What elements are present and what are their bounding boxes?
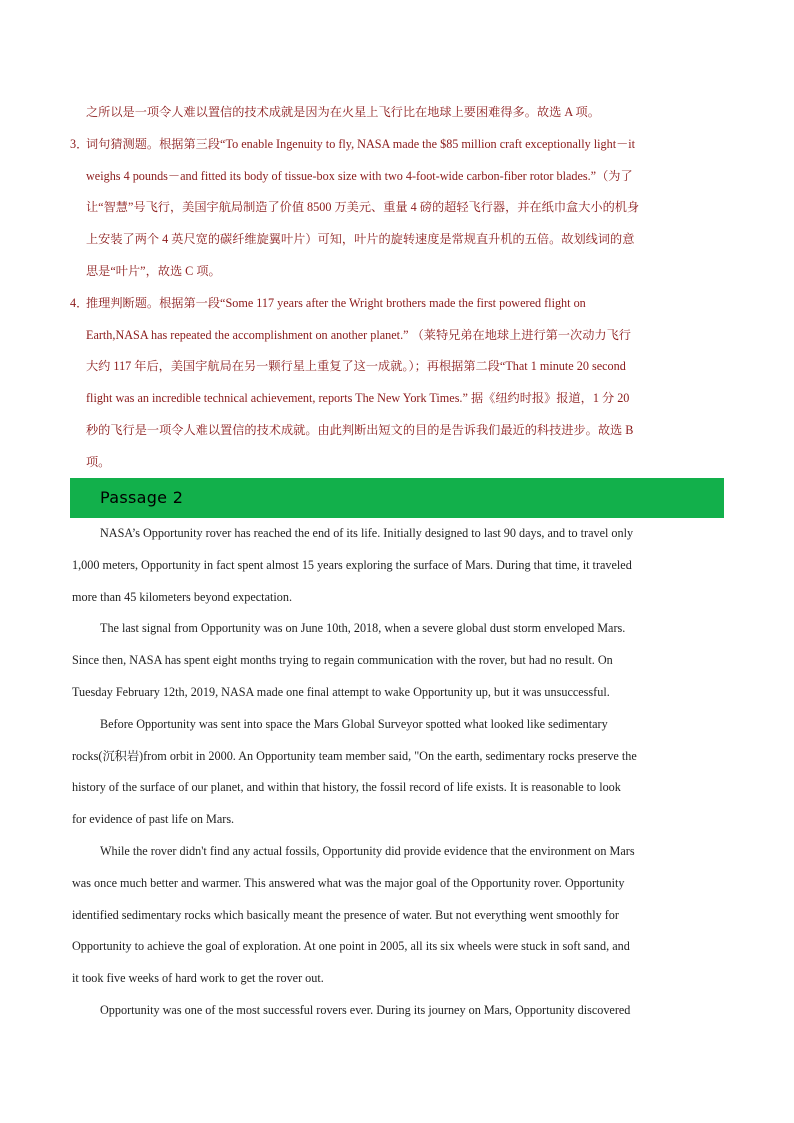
passage-line: NASA’s Opportunity rover has reached the end of its life. Initially designed to last 90 days, and to travel only — [100, 526, 634, 540]
passage-line: Since then, NASA has spent eight months trying to regain communication with the rover, but had no result. On — [72, 653, 613, 668]
passage-line: history of the surface of our planet, and within that history, the fossil record of life exists. It is reasonable to look — [72, 780, 621, 795]
answer-line: 项。 — [86, 454, 111, 469]
answer-line: weighs 4 pounds－and fitted its body of tissue-box size with two 4-foot-wide carbon-fiber rotor blades.”（为了 — [86, 168, 633, 183]
answer-line: 上安装了两个 4 英尺宽的碳纤维旋翼叶片）可知，叶片的旋转速度是常规直升机的五倍。故划线词的意 — [86, 232, 635, 247]
passage-body — [72, 518, 724, 1027]
passage-line: Opportunity was one of the most successful rovers ever. During its journey on Mars, Opportunity discovered — [100, 1002, 631, 1017]
passage-line: 1,000 meters, Opportunity in fact spent almost 15 years exploring the surface of Mars. During that time, it traveled — [72, 557, 632, 572]
answer-line: Earth,NASA has repeated the accomplishment on another planet.” （莱特兄弟在地球上进行第一次动力飞行 — [86, 327, 631, 342]
answer-line: flight was an incredible technical achievement, reports The New York Times.” 据《纽约时报》报道，1 分 20 — [86, 391, 630, 406]
answer-text: 推理判断题。根据第一段“Some 117 years after the Wright brothers made the first powered flight on — [86, 295, 586, 310]
passage-line: more than 45 kilometers beyond expectation. — [72, 589, 292, 604]
passage-line: The last signal from Opportunity was on June 10th, 2018, when a severe global dust storm enveloped Mars. — [100, 621, 626, 636]
answer-line: 大约 117 年后，美国宇航局在另一颗行星上重复了这一成就。）；再根据第二段“That 1 minute 20 second — [86, 359, 626, 374]
answer-text: 词句猜测题。根据第三段“To enable Ingenuity to fly, NASA made the $85 million craft exceptionally light－it — [86, 136, 636, 151]
answer-line: 思是“叶片”，故选 C 项。 — [86, 263, 221, 278]
passage-line: Opportunity to achieve the goal of exploration. At one point in 2005, all its six wheels were stuck in soft sand, and — [72, 939, 630, 954]
answer-line: 让“智慧”号飞行，美国宇航局制造了价值 8500 万美元、重量 4 磅的超轻飞行器，并在纸巾盒大小的机身 — [86, 200, 640, 215]
passage-line: Tuesday February 12th, 2019, NASA made one final attempt to wake Opportunity up, but it was unsuccessful. — [72, 684, 610, 699]
answer-4-line — [70, 288, 726, 320]
passage-line: rocks(沉积岩)from orbit in 2000. An Opportunity team member said, "On the earth, sedimentary rocks preserve the — [72, 748, 637, 763]
passage-line: Before Opportunity was sent into space the Mars Global Surveyor spotted what looked like sedimentary — [100, 716, 608, 731]
passage-line: was once much better and warmer. This answered what was the major goal of the Opportunity rover. Opportunity — [72, 875, 625, 890]
passage-line: identified sedimentary rocks which basically meant the presence of water. But not everything went smoothly for — [72, 907, 619, 922]
passage-banner — [70, 478, 724, 518]
question-number: 3． — [70, 136, 89, 151]
passage-title: Passage 2 — [100, 488, 184, 507]
passage-line: for evidence of past life on Mars. — [72, 812, 235, 827]
answer-3-line — [70, 129, 726, 161]
answer-explanations — [70, 97, 726, 479]
answer-line: 之所以是一项令人难以置信的技术成就是因为在火星上飞行比在地球上要困难得多。故选 A 项。 — [86, 105, 600, 119]
answer-line: 秒的飞行是一项令人难以置信的技术成就。由此判断出短文的目的是告诉我们最近的科技进步。故选 B — [86, 422, 634, 437]
passage-line: While the rover didn't find any actual fossils, Opportunity did provide evidence that the environment on Mars — [100, 843, 635, 858]
question-number: 4． — [70, 295, 89, 310]
passage-line: it took five weeks of hard work to get the rover out. — [72, 971, 324, 986]
